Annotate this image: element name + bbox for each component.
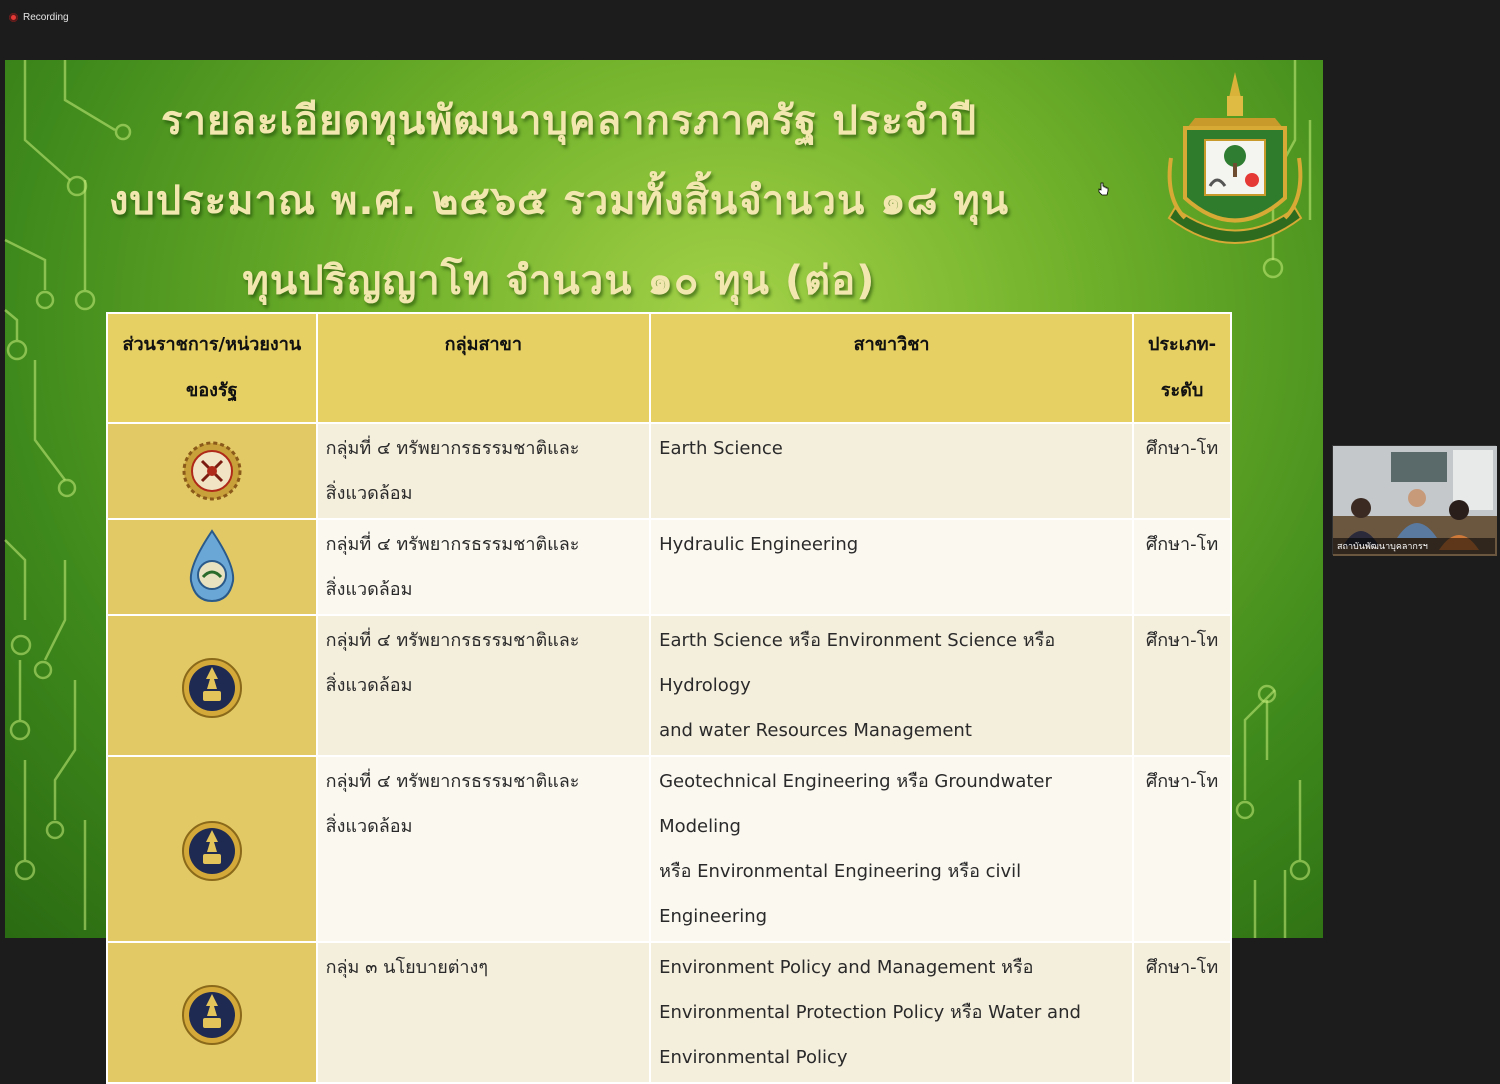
group-cell: กลุ่ม ๓ นโยบายต่างๆ [317,942,650,1083]
table-row [107,756,1231,942]
participant-name: สถาบันพัฒนาบุคลากรฯ [1333,538,1495,554]
agency-logo-cell [107,942,317,1083]
level-cell: ศึกษา-โท [1133,423,1231,519]
agency-logo-cell [107,423,317,519]
header-field: สาขาวิชา [650,313,1133,423]
shared-slide [5,60,1323,1068]
recording-indicator [9,12,69,23]
field-cell: Environment Policy and Management หรือ Environmental Protection Policy หรือ Water and Environmental Policy [650,942,1133,1083]
hand-cursor-icon [1097,182,1109,196]
table-row [107,615,1231,756]
group-cell: กลุ่มที่ ๔ ทรัพยากรธรรมชาติและ สิ่งแวดล้อม [317,519,650,615]
field-cell: Hydraulic Engineering [650,519,1133,615]
slide-title-line-2: งบประมาณ พ.ศ. ๒๕๖๕ รวมทั้งสิ้นจำนวน ๑๘ ทุน [108,178,1010,224]
recording-label: Recording [23,12,69,23]
level-cell: ศึกษา-โท [1133,756,1231,942]
header-agency: ส่วนราชการ/หน่วยงาน ของรัฐ [107,313,317,423]
agency-logo-cell [107,615,317,756]
navy-round-seal-icon [181,653,243,719]
navy-round-seal-icon [181,816,243,882]
agency-logo-cell [107,756,317,942]
field-cell: Earth Science [650,423,1133,519]
field-cell: Geotechnical Engineering หรือ Groundwater Modeling หรือ Environmental Engineering หรือ civil Engineering [650,756,1133,942]
water-drop-seal-icon [185,529,239,605]
field-cell: Earth Science หรือ Environment Science หรือ Hydrology and water Resources Management [650,615,1133,756]
level-cell: ศึกษา-โท [1133,519,1231,615]
slide-title-line-1: รายละเอียดทุนพัฒนาบุคลากรภาครัฐ ประจำปี [160,98,978,144]
navy-round-seal-icon [181,980,243,1046]
record-dot-icon [9,13,18,22]
table-row [107,519,1231,615]
participant-video-tile[interactable] [1332,445,1496,555]
cog-seal-icon [182,439,242,503]
header-group: กลุ่มสาขา [317,313,650,423]
table-header-row [107,313,1231,423]
ministry-emblem-icon [1155,68,1315,268]
slide-title-line-3: ทุนปริญญาโท จำนวน ๑๐ ทุน (ต่อ) [242,258,876,304]
level-cell: ศึกษา-โท [1133,942,1231,1083]
group-cell: กลุ่มที่ ๔ ทรัพยากรธรรมชาติและ สิ่งแวดล้อม [317,423,650,519]
header-type: ประเภท- ระดับ [1133,313,1231,423]
level-cell: ศึกษา-โท [1133,615,1231,756]
table-row [107,423,1231,519]
group-cell: กลุ่มที่ ๔ ทรัพยากรธรรมชาติและ สิ่งแวดล้อม [317,615,650,756]
agency-logo-cell [107,519,317,615]
group-cell: กลุ่มที่ ๔ ทรัพยากรธรรมชาติและ สิ่งแวดล้อม [317,756,650,942]
scholarship-table [106,312,1232,1084]
table-row [107,942,1231,1083]
